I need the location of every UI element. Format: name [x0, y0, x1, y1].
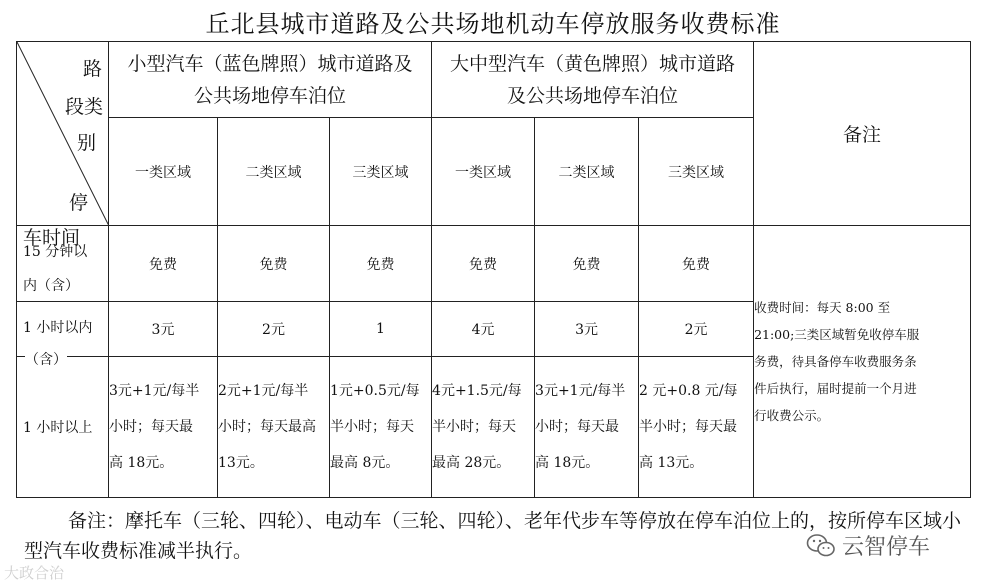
- fee-line: 半小时；每天: [330, 419, 414, 435]
- row-label-1h: [17, 302, 109, 368]
- zone-header-small-1: 一类区域: [109, 118, 218, 226]
- remarks-line: 务费，待具备停车收费服务条: [754, 354, 917, 369]
- fee-line: 高 13元。: [639, 455, 704, 471]
- fee-line: 4元+1.5元/每: [432, 383, 522, 399]
- diag-label-bottom-2: 车时间: [23, 227, 81, 249]
- fee-line: 1元+0.5元/每: [330, 383, 420, 399]
- fee-line: 2 元+0.8 元/每: [639, 383, 738, 399]
- fee-cell-multiline: [535, 357, 639, 498]
- diag-label-top-3: 别: [77, 132, 97, 154]
- large-group-line-2: 及公共场地停车泊位: [507, 84, 679, 107]
- row-label-15min-line-1: 15 分钟以: [23, 244, 88, 260]
- fee-line: 3元+1元/每半: [109, 383, 200, 399]
- watermark-left: 大政合治: [4, 564, 65, 582]
- page-title: 丘北县城市道路及公共场地机动车停放服务收费标准: [205, 10, 781, 38]
- fee-cell-multiline: [109, 357, 218, 498]
- fee-cell: 免费: [330, 226, 432, 302]
- footer-note: 备注：摩托车（三轮、四轮）、电动车（三轮、四轮）、老年代步车等停放在停车泊位上的，按所停车区域小型汽车收费标准减半执行。: [24, 510, 962, 562]
- table-row: [17, 226, 971, 302]
- remarks-cell: [754, 226, 971, 498]
- remarks-line: 行收费公示。: [754, 408, 830, 423]
- fee-cell-multiline: [218, 357, 330, 498]
- large-vehicle-group-header: [432, 42, 754, 118]
- fee-cell-multiline: [432, 357, 535, 498]
- remarks-line: 21:00;三类区域暂免收停车服: [754, 327, 920, 342]
- fee-line: 13元。: [218, 455, 264, 471]
- remarks-line: 件后执行，届时提前一个月进: [754, 381, 917, 396]
- fee-cell: 免费: [639, 226, 754, 302]
- fee-line: 最高 8元。: [330, 455, 400, 471]
- zone-header-large-3: 三类区域: [639, 118, 754, 226]
- row-label-1h-line-1: 1 小时以内: [23, 320, 93, 336]
- wechat-icon: [806, 533, 836, 559]
- zone-header-large-1: 一类区域: [432, 118, 535, 226]
- zone-header-large-2: 二类区域: [535, 118, 639, 226]
- watermark-right: [806, 530, 930, 561]
- fee-cell: 1: [330, 302, 432, 357]
- fee-cell: 4元: [432, 302, 535, 357]
- fee-line: 小时；每天最高: [218, 419, 316, 435]
- fee-line: 3元+1元/每半: [535, 383, 626, 399]
- diag-label-top-2: 段类: [65, 96, 104, 118]
- diag-label-top-1: 路: [83, 58, 103, 80]
- remarks-header: 备注: [754, 42, 971, 226]
- fee-line: 2元+1元/每半: [218, 383, 309, 399]
- small-group-line-1: 小型汽车（蓝色牌照）城市道路及: [127, 52, 413, 75]
- large-group-line-1: 大中型汽车（黄色牌照）城市道路: [450, 52, 736, 75]
- small-vehicle-group-header: [109, 42, 432, 118]
- fee-cell: 免费: [109, 226, 218, 302]
- diag-label-bottom-1: 停: [69, 192, 89, 214]
- fee-cell: 免费: [218, 226, 330, 302]
- fee-line: 小时；每天最: [535, 419, 620, 435]
- fee-cell: 2元: [218, 302, 330, 357]
- fee-line: 高 18元。: [109, 455, 174, 471]
- zone-header-small-2: 二类区域: [218, 118, 330, 226]
- remarks-line: 收费时间：每天 8:00 至: [754, 300, 891, 315]
- fee-cell-multiline: [330, 357, 432, 498]
- diagonal-header-cell: [17, 42, 109, 226]
- row-label-15min-line-2: 内（含）: [23, 278, 79, 294]
- fee-line: 半小时；每天最: [639, 419, 738, 435]
- fee-cell-multiline: [639, 357, 754, 498]
- fee-line: 半小时；每天: [432, 419, 517, 435]
- small-group-line-2: 公共场地停车泊位: [194, 84, 347, 107]
- zone-header-small-3: 三类区域: [330, 118, 432, 226]
- fee-line: 高 18元。: [535, 455, 600, 471]
- fee-cell: 免费: [535, 226, 639, 302]
- fee-line: 小时；每天最: [109, 419, 193, 435]
- fee-cell: 3元: [535, 302, 639, 357]
- fee-line: 最高 28元。: [432, 455, 511, 471]
- fee-cell: 2元: [639, 302, 754, 357]
- fee-cell: 免费: [432, 226, 535, 302]
- row-label-15min: [17, 226, 109, 302]
- fee-cell: 3元: [109, 302, 218, 357]
- watermark-right-text: 云智停车: [842, 535, 931, 560]
- row-label-over-1h: 1 小时以上: [17, 357, 109, 498]
- row-label-1h-line-2: （含）: [25, 352, 67, 368]
- fee-table: [16, 41, 971, 498]
